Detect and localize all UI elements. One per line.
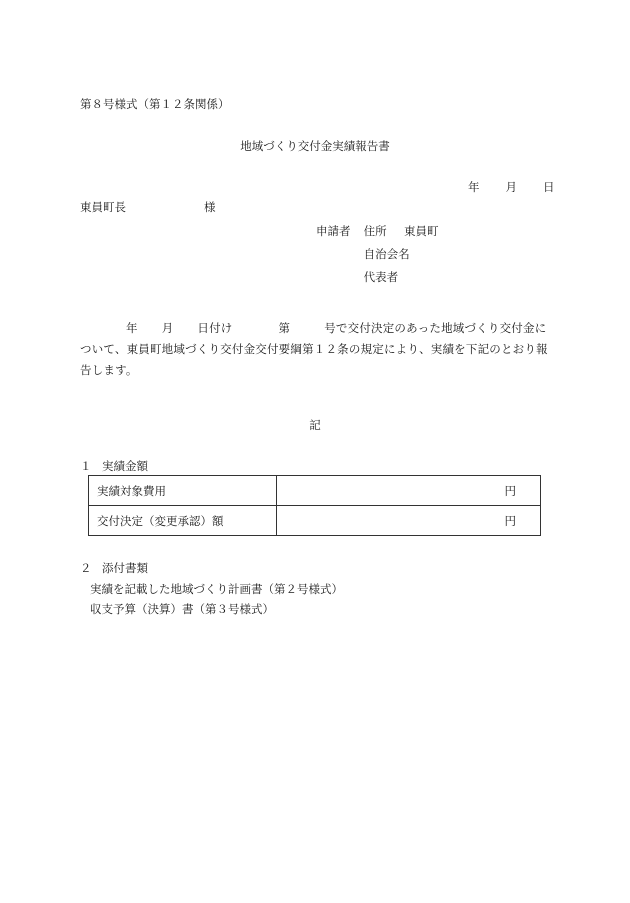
date-year: 年 [468, 180, 480, 194]
row-unit: 円 [277, 506, 541, 536]
rep-label: 代表者 [363, 270, 399, 284]
applicant-address-row [316, 220, 438, 243]
document-title: 地域づくり交付金実績報告書 [240, 139, 390, 153]
section-1-title: 実績金額 [102, 459, 148, 473]
applicant-rep-row [316, 266, 438, 289]
report-body [80, 318, 552, 381]
body-dai: 第 [278, 321, 291, 335]
body-month: 月 [161, 321, 174, 335]
date-line [468, 179, 555, 195]
amounts-table [88, 475, 541, 536]
org-label: 自治会名 [363, 247, 410, 261]
addressee-honorific: 様 [204, 200, 216, 214]
body-line-3: 告します。 [80, 363, 138, 377]
section-2-number: ２ [80, 561, 92, 575]
addressee [80, 199, 216, 215]
table-row [89, 506, 541, 536]
date-month: 月 [505, 180, 517, 194]
attachment-item: 収支予算（決算）書（第３号様式） [90, 602, 274, 616]
ki-heading: 記 [309, 418, 321, 432]
body-date-suffix: 日付け [197, 321, 233, 335]
section-1-number: １ [80, 459, 92, 473]
row-label: 交付決定（変更承認）額 [89, 506, 277, 536]
applicant-block [316, 220, 438, 289]
section-2-heading [80, 560, 148, 576]
table-row [89, 476, 541, 506]
applicant-org-row [316, 243, 438, 266]
row-unit: 円 [277, 476, 541, 506]
section-2-title: 添付書類 [102, 561, 148, 575]
body-rest-line1: 号で交付決定のあった地域づくり交付金に [324, 321, 547, 335]
body-year: 年 [126, 321, 138, 335]
date-day: 日 [543, 180, 555, 194]
body-line-2: ついて、東員町地域づくり交付金交付要綱第１２条の規定により、実績を下記のとおり報 [80, 342, 548, 356]
body-line-1 [80, 318, 552, 339]
applicant-label: 申請者 [316, 224, 351, 238]
row-label: 実績対象費用 [89, 476, 277, 506]
section-1-heading [80, 458, 148, 474]
address-value: 東員町 [403, 224, 439, 238]
form-number: 第８号様式（第１２条関係） [80, 97, 230, 111]
address-label: 住所 [363, 224, 387, 238]
attachment-item: 実績を記載した地域づくり計画書（第２号様式） [90, 582, 343, 596]
addressee-name: 東員町長 [80, 200, 126, 214]
